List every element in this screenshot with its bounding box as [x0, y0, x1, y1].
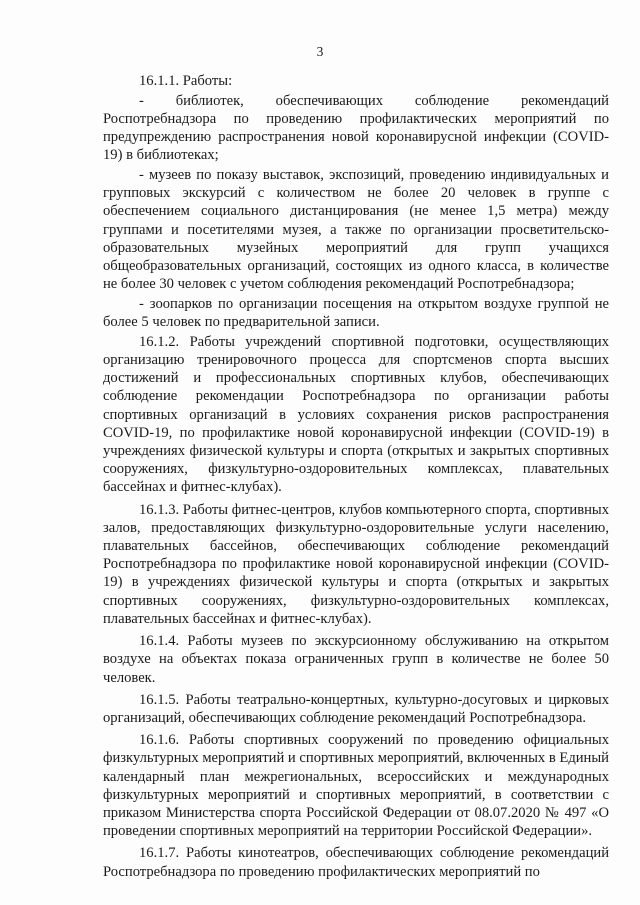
- page-number: 3: [316, 44, 324, 59]
- paragraph-16-1-7: 16.1.7. Работы кинотеатров, обеспечивающих соблюдение рекомендаций Роспотребнадзора по проведению профилактических мероприятий по: [103, 845, 609, 880]
- paragraph-16-1-3: 16.1.3. Работы фитнес-центров, клубов компьютерного спорта, спортивных залов, предоставляющих физкультурно-оздоровительные услуги населению, плавательных бассейнов, обеспечивающих соблюдение рекомендаций Роспотребнадзора по профилактике новой коронавирусной инфекции (COVID-19) в учреждениях физической культуры и спорта (открытых и закрытых спортивных сооружениях, физкультурно-оздоровительных комплексах, плавательных бассейнах и фитнес-клубах).: [103, 501, 609, 627]
- paragraph-libraries: - библиотек, обеспечивающих соблюдение рекомендаций Роспотребнадзора по проведению профилактических мероприятий по предупреждению распространения новой коронавирусной инфекции (COVID-19) в библиотеках;: [103, 92, 609, 164]
- paragraph-16-1-1-heading: 16.1.1. Работы:: [139, 73, 233, 89]
- paragraph-16-1-6: 16.1.6. Работы спортивных сооружений по проведению официальных физкультурных мероприятий и спортивных мероприятий, включенных в Единый календарный план межрегиональных, всероссийских и международных физкультурных мероприятий и спортивных мероприятий, в соответствии с приказом Министерства спорта Российской Федерации от 08.07.2020 № 497 «О проведении спортивных мероприятий на территории Российской Федерации».: [103, 732, 609, 840]
- document-body: [103, 72, 609, 882]
- paragraph-museums: - музеев по показу выставок, экспозиций, проведению индивидуальных и групповых экскурсий с количеством не более 20 человек в группе с обеспечением социального дистанцирования (не менее 1,5 метра) между группами и посетителями музея, а также по организации просветительско-образовательных музейных мероприятий для групп учащихся общеобразовательных организаций, состоящих из одного класса, в количестве не более 30 человек с учетом соблюдения рекомендаций Роспотребнадзора;: [103, 167, 609, 293]
- paragraph-16-1-2: 16.1.2. Работы учреждений спортивной подготовки, осуществляющих организацию тренировочного процесса для спортсменов спорта высших достижений и профессиональных спортивных клубов, обеспечивающих соблюдение рекомендации Роспотребнадзора по организации работы спортивных организаций в условиях сохранения рисков распространения COVID-19, по профилактике новой коронавирусной инфекции (COVID-19) в учреждениях физической культуры и спорта (открытых и закрытых спортивных сооружениях, физкультурно-оздоровительных комплексах, плавательных бассейнах и фитнес-клубах).: [103, 333, 609, 496]
- paragraph-16-1-5: 16.1.5. Работы театрально-концертных, культурно-досуговых и цирковых организаций, обеспечивающих соблюдение рекомендаций Роспотребнадзора.: [103, 691, 609, 726]
- paragraph-zoos: - зоопарков по организации посещения на открытом воздухе группой не более 5 человек по предварительной записи.: [103, 295, 609, 331]
- paragraph-16-1-4: 16.1.4. Работы музеев по экскурсионному обслуживанию на открытом воздухе на объектах показа ограниченных групп в количестве не более 50 человек.: [103, 633, 609, 686]
